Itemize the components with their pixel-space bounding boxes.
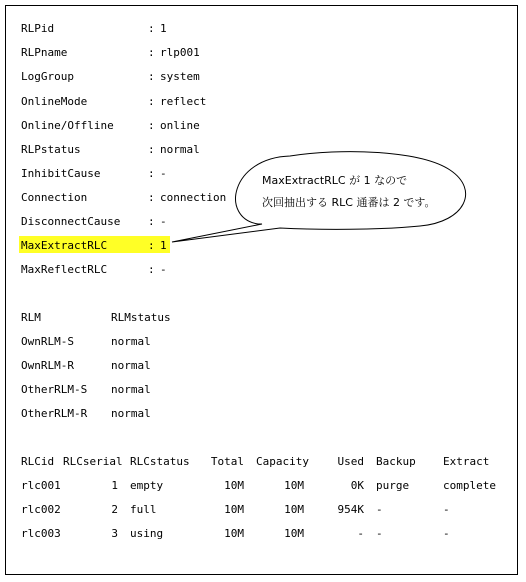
rlm-status: normal [111, 335, 151, 348]
rlc-backup: purge [376, 479, 410, 492]
loggroup-key: LogGroup [21, 70, 74, 83]
rlc-status: full [130, 503, 157, 516]
rlc-used: 0K [350, 479, 364, 492]
onlinemode-value: reflect [160, 95, 207, 108]
separator: : [148, 191, 155, 204]
separator: : [148, 95, 155, 108]
maxreflectrlc-value: - [160, 263, 167, 276]
separator: : [148, 167, 155, 180]
rlc-status: using [130, 527, 164, 540]
rlm-status: normal [111, 359, 151, 372]
rlm-name: OtherRLM-R [21, 407, 88, 420]
rlc-serial: 1 [111, 479, 118, 492]
rlpid-value: 1 [160, 22, 167, 35]
onlinemode-key: OnlineMode [21, 95, 88, 108]
disconnectcause-key: DisconnectCause [21, 215, 121, 228]
separator: : [148, 263, 155, 276]
inhibitcause-key: InhibitCause [21, 167, 101, 180]
rlm-status: normal [111, 383, 151, 396]
maxextractrlc-value: 1 [160, 239, 167, 252]
rlm-status: normal [111, 407, 151, 420]
rlc-extract: - [443, 503, 450, 516]
total-header: Total [210, 455, 244, 468]
rlc-id: rlc001 [21, 479, 61, 492]
rlc-extract: complete [443, 479, 496, 492]
separator: : [148, 119, 155, 132]
online-offline-value: online [160, 119, 200, 132]
rlc-serial: 2 [111, 503, 118, 516]
rlm-name: OwnRLM-S [21, 335, 74, 348]
rlc-total: 10M [224, 527, 244, 540]
maxextractrlc-key: MaxExtractRLC [21, 239, 108, 252]
rlc-used: - [357, 527, 364, 540]
rlc-id: rlc003 [21, 527, 61, 540]
callout-line-1: MaxExtractRLC が 1 なので [262, 174, 408, 187]
rlc-capacity: 10M [284, 503, 304, 516]
rlm-header: RLM [21, 311, 41, 324]
rlm-name: OtherRLM-S [21, 383, 88, 396]
rlmstatus-header: RLMstatus [111, 311, 171, 324]
rlc-status: empty [130, 479, 164, 492]
separator: : [148, 46, 155, 59]
maxreflectrlc-key: MaxReflectRLC [21, 263, 108, 276]
rlcserial-header: RLCserial [63, 455, 123, 468]
used-header: Used [337, 455, 364, 468]
rlcid-header: RLCid [21, 455, 55, 468]
rlc-extract: - [443, 527, 450, 540]
rlc-serial: 3 [111, 527, 118, 540]
extract-header: Extract [443, 455, 490, 468]
callout-line-2: 次回抽出する RLC 通番は 2 です。 [262, 196, 436, 209]
rlc-total: 10M [224, 479, 244, 492]
rlc-backup: - [376, 503, 383, 516]
rlpstatus-value: normal [160, 143, 200, 156]
connection-value: connection [160, 191, 227, 204]
backup-header: Backup [376, 455, 416, 468]
inhibitcause-value: - [160, 167, 167, 180]
rlc-backup: - [376, 527, 383, 540]
rlc-id: rlc002 [21, 503, 61, 516]
disconnectcause-value: - [160, 215, 167, 228]
rlcstatus-header: RLCstatus [130, 455, 190, 468]
separator: : [148, 22, 155, 35]
separator: : [148, 70, 155, 83]
connection-key: Connection [21, 191, 88, 204]
separator: : [148, 215, 155, 228]
separator: : [148, 143, 155, 156]
rlpname-key: RLPname [21, 46, 68, 59]
rlc-capacity: 10M [284, 479, 304, 492]
rlc-used: 954K [337, 503, 364, 516]
rlpstatus-key: RLPstatus [21, 143, 81, 156]
separator: : [148, 239, 155, 252]
loggroup-value: system [160, 70, 200, 83]
capacity-header: Capacity [256, 455, 309, 468]
rlm-name: OwnRLM-R [21, 359, 74, 372]
rlpname-value: rlp001 [160, 46, 200, 59]
rlpid-key: RLPid [21, 22, 55, 35]
rlc-capacity: 10M [284, 527, 304, 540]
online-offline-key: Online/Offline [21, 119, 114, 132]
rlc-total: 10M [224, 503, 244, 516]
